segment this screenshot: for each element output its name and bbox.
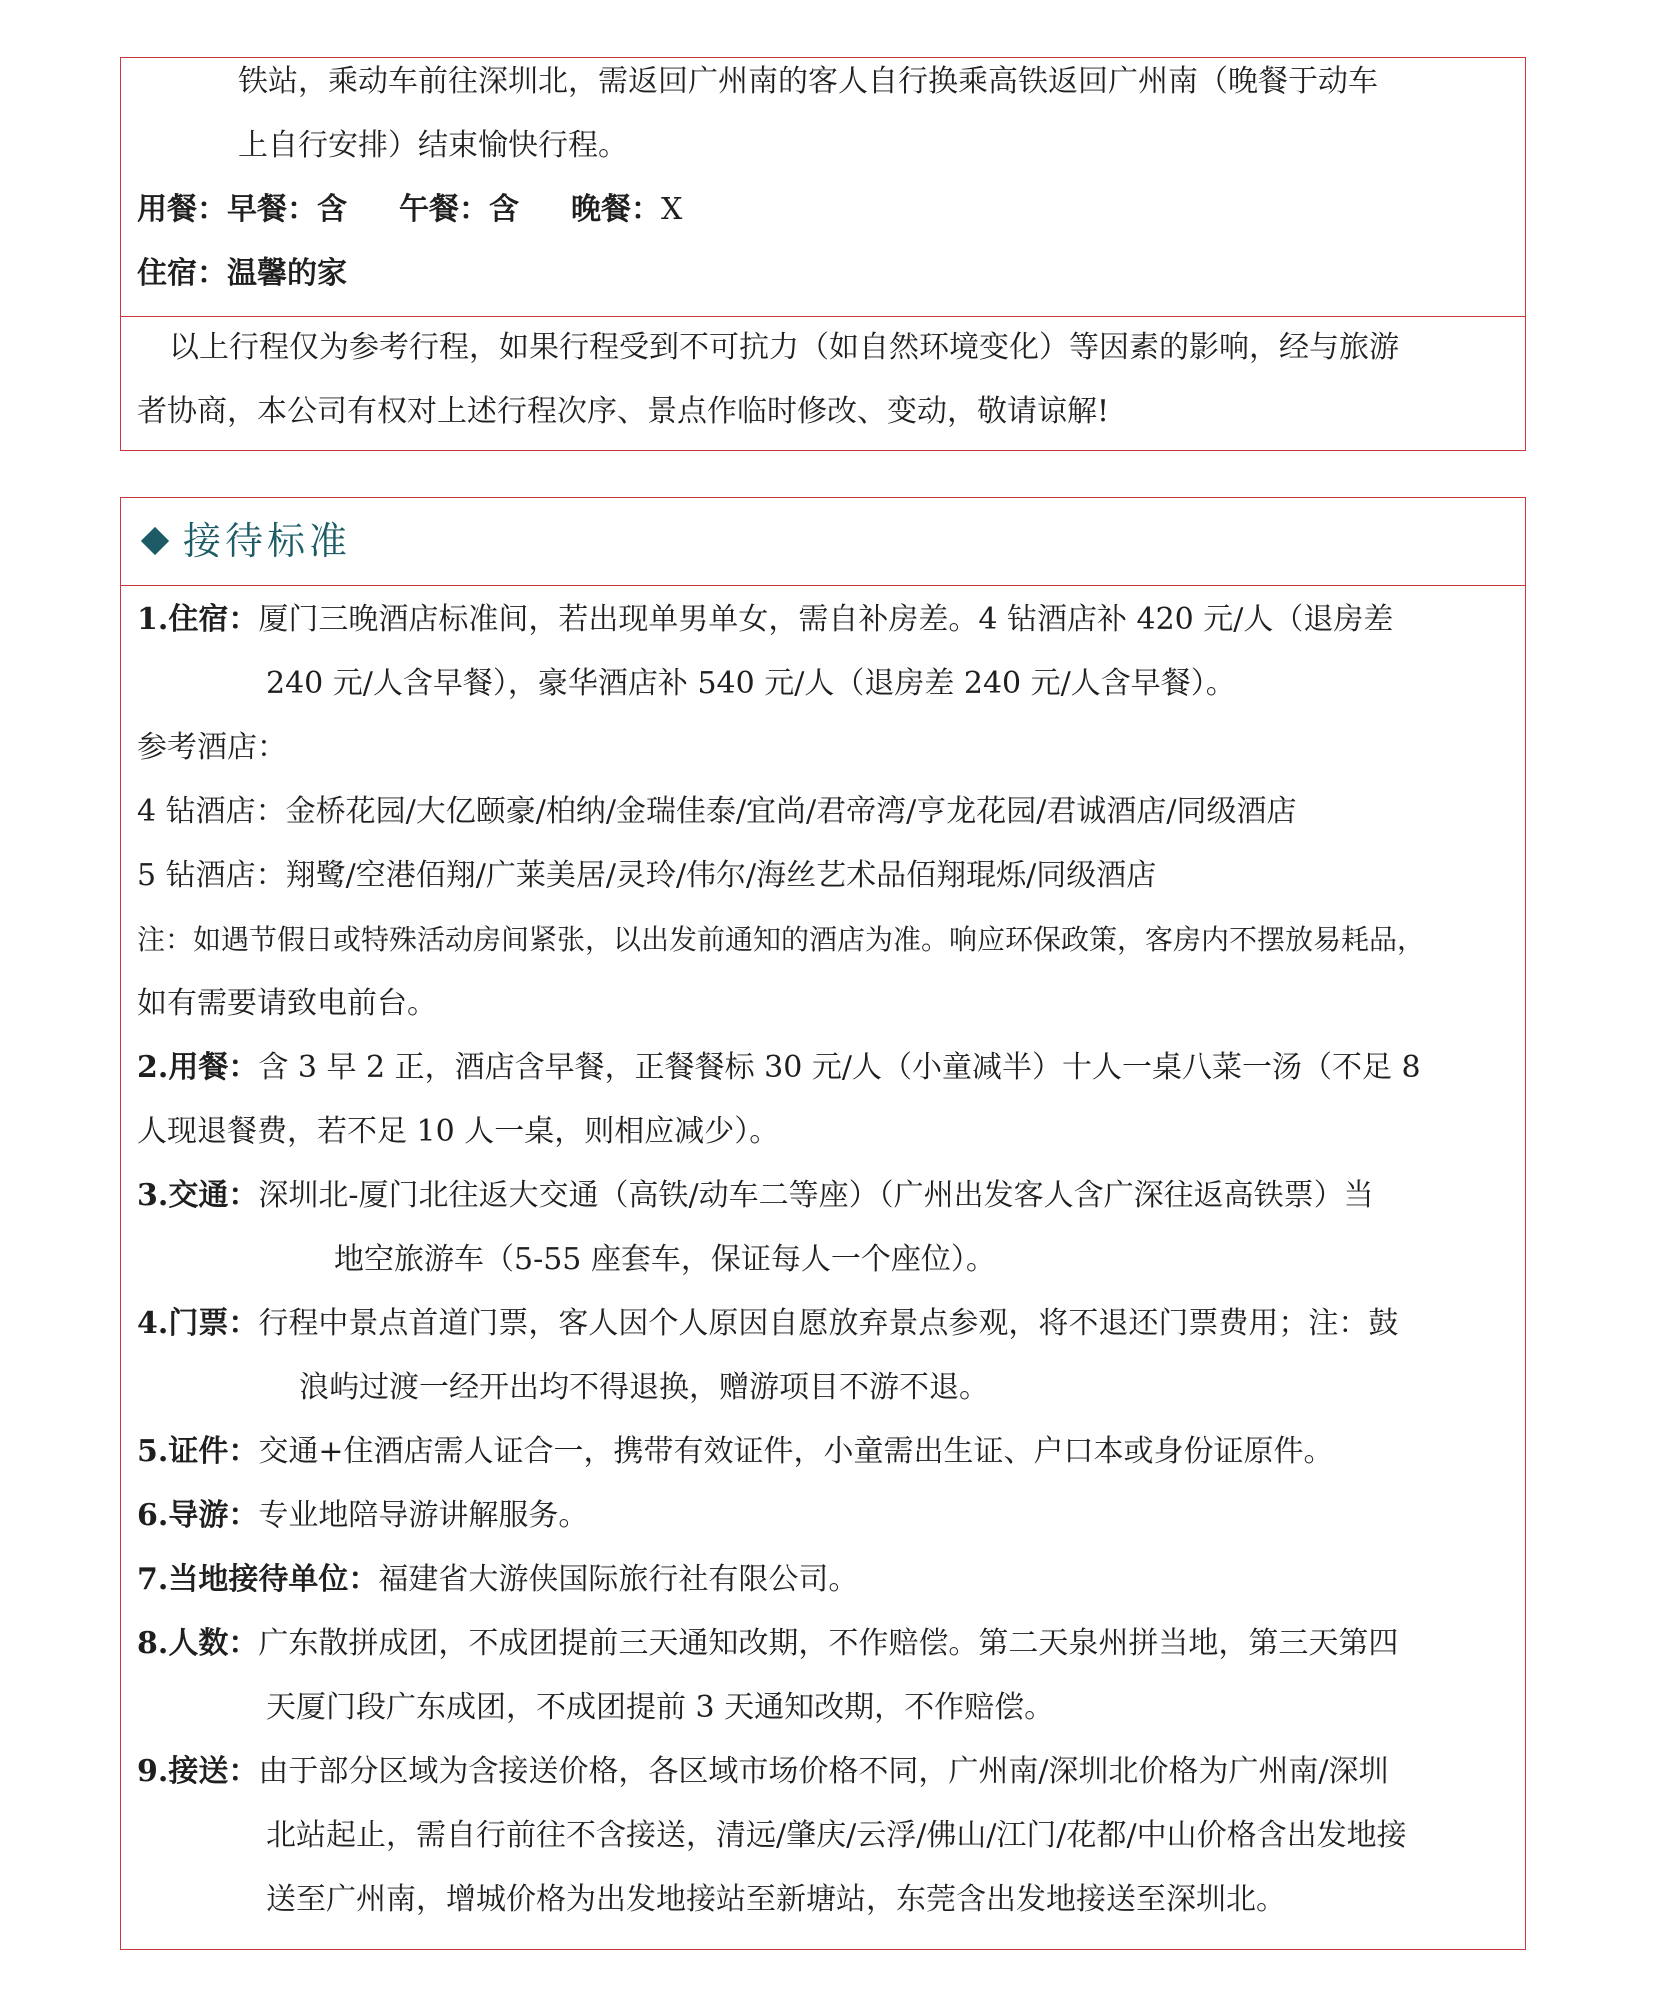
diamond-bullet-icon [141,527,169,555]
documents-item-label: 5.证件： [137,1434,259,1469]
standards-box [120,497,1526,1950]
ref-hotels-title: 参考酒店： [137,730,287,765]
local-agency-item [137,1560,858,1600]
group-size-item-label: 8.人数： [137,1626,259,1661]
dinner-value: X [661,192,683,227]
ref-hotels-5-diamond: 5 钻酒店：翔鹭/空港佰翔/广莱美居/灵玲/伟尔/海丝艺术品佰翔琨烁/同级酒店 [137,858,1157,893]
meals-item-label: 2.用餐： [137,1050,259,1085]
itinerary-box [120,57,1526,451]
transfer-item-text-3: 送至广州南，增城价格为出发地接站至新塘站，东莞含出发地接送至深圳北。 [266,1882,1286,1917]
lunch-info: 午餐：含 [399,192,519,227]
local-agency-item-label: 7.当地接待单位： [137,1562,379,1597]
transfer-item-text-1: 由于部分区域为含接送价格，各区域市场价格不同，广州南/深圳北价格为广州南/深圳 [258,1754,1389,1789]
guide-item-label: 6.导游： [137,1498,259,1533]
lodging-row [137,254,347,294]
tickets-item-text-2: 浪屿过渡一经开出均不得退换，赠游项目不游不退。 [299,1370,989,1405]
transport-item-text-2: 地空旅游车（5-55 座套车，保证每人一个座位）。 [334,1242,996,1277]
disclaimer-line-2: 者协商，本公司有权对上述行程次序、景点作临时修改、变动，敬请谅解! [137,394,1110,429]
meals-item [137,1048,1421,1088]
guide-item-text: 专业地陪导游讲解服务。 [258,1498,589,1533]
tickets-item-label: 4.门票： [137,1306,259,1341]
lodging-item-text-1: 厦门三晚酒店标准间，若出现单男单女，需自补房差。4 钻酒店补 420 元/人（退房差 [258,602,1394,637]
hotel-note-2: 如有需要请致电前台。 [137,986,437,1021]
tickets-item [137,1304,1398,1344]
transfer-item-text-2: 北站起止，需自行前往不含接送，清远/肇庆/云浮/佛山/江门/花都/中山价格含出发地接 [266,1818,1407,1853]
lodging-item-label: 1.住宿： [137,602,259,637]
transfer-item-label: 9.接送： [137,1754,259,1789]
divider [121,316,1525,317]
group-size-item-text-2: 天厦门段广东成团，不成团提前 3 天通知改期，不作赔偿。 [266,1690,1055,1725]
transfer-item [137,1752,1389,1792]
dinner-label: 晚餐： [571,192,661,227]
tickets-item-text-1: 行程中景点首道门票，客人因个人原因自愿放弃景点参观，将不退还门票费用；注：鼓 [258,1306,1399,1341]
group-size-item-text-1: 广东散拼成团，不成团提前三天通知改期，不作赔偿。第二天泉州拼当地，第三天第四 [258,1626,1399,1661]
lodging-value: 温馨的家 [227,256,347,291]
local-agency-item-text: 福建省大游侠国际旅行社有限公司。 [378,1562,859,1597]
itinerary-line-2: 上自行安排）结束愉快行程。 [238,128,628,163]
group-size-item [137,1624,1398,1664]
meals-item-text-2: 人现退餐费，若不足 10 人一桌，则相应减少）。 [137,1114,780,1149]
section-title-text: 接待标准 [183,519,352,563]
transport-item-label: 3.交通： [137,1178,259,1213]
disclaimer-line-1: 以上行程仅为参考行程，如果行程受到不可抗力（如自然环境变化）等因素的影响，经与旅游 [169,330,1399,365]
lodging-item-text-2: 240 元/人含早餐），豪华酒店补 540 元/人（退房差 240 元/人含早餐）。 [266,666,1236,701]
title-divider [121,585,1525,586]
breakfast-info: 早餐：含 [227,192,347,227]
section-title [139,516,351,566]
ref-hotels-4-diamond: 4 钻酒店：金桥花园/大亿颐豪/柏纳/金瑞佳泰/宜尚/君帝湾/亨龙花园/君诚酒店/同级酒店 [137,794,1297,829]
documents-item-text: 交通+住酒店需人证合一，携带有效证件，小童需出生证、户口本或身份证原件。 [258,1434,1334,1469]
meals-label: 用餐： [137,192,227,227]
guide-item [137,1496,588,1536]
lodging-label: 住宿： [137,256,227,291]
hotel-note-1: 注：如遇节假日或特殊活动房间紧张，以出发前通知的酒店为准。响应环保政策，客房内不摆放易耗品， [137,923,1426,956]
documents-item [137,1432,1333,1472]
transport-item [137,1176,1374,1216]
meals-row [137,190,682,230]
itinerary-line-1: 铁站，乘动车前往深圳北，需返回广州南的客人自行换乘高铁返回广州南（晚餐于动车 [238,64,1378,99]
lodging-item [137,600,1393,640]
meals-item-text-1: 含 3 早 2 正，酒店含早餐，正餐餐标 30 元/人（小童减半）十人一桌八菜一汤（不足 8 [258,1050,1421,1085]
transport-item-text-1: 深圳北-厦门北往返大交通（高铁/动车二等座）（广州出发客人含广深往返高铁票）当 [258,1178,1374,1213]
